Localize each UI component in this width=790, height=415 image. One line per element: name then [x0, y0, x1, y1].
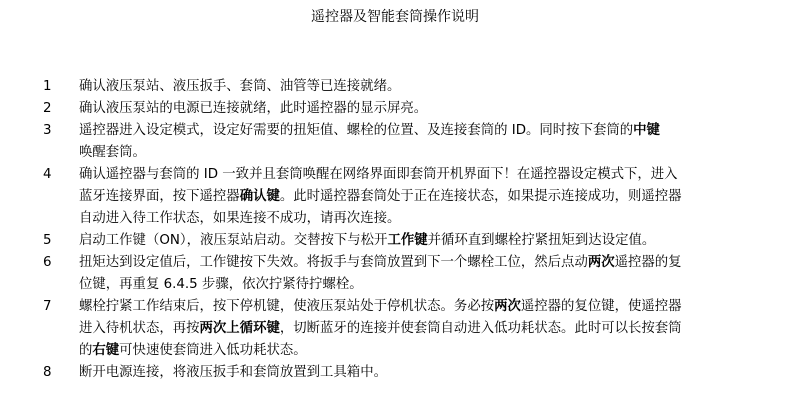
- step-text-segment: 确认液压泵站的电源已连接就绪，此时遥控器的显示屏亮。: [79, 101, 428, 116]
- step-text: [79, 296, 779, 362]
- step-number: 2: [43, 101, 52, 116]
- step-text-segment: 可快速使套筒进入低功耗状态。: [119, 343, 307, 358]
- step-item: [0, 362, 790, 384]
- step-text-segment: 确认遥控器与套筒的 ID 一致并且套筒唤醒在网络界面即套筒开机界面下！在遥控器设定模式下，进入 蓝牙连接界面，按下遥控器: [79, 167, 678, 204]
- step-number: 4: [43, 167, 52, 182]
- step-text-bold: 中键: [633, 123, 660, 138]
- step-text-segment: 唤醒套筒。: [79, 145, 146, 160]
- step-text-segment: 螺栓拧紧工作结束后，按下停机键，使液压泵站处于停机状态。务必按: [79, 299, 495, 314]
- step-text-bold: 工作键: [387, 233, 428, 248]
- step-item: [0, 76, 790, 98]
- step-text-segment: 。此时遥控器套筒处于正在连接状态，如果提示连接成功，则遥控器 自动进入待工作状态，如果连接不成功，请再次连接。: [79, 189, 682, 226]
- step-item: [0, 296, 790, 362]
- step-text-segment: 并循环直到螺栓拧紧扭矩到达设定值。: [427, 233, 656, 248]
- step-item: [0, 230, 790, 252]
- step-number: 6: [43, 255, 52, 270]
- step-text-segment: 扭矩达到设定值后，工作键按下失效。将扳手与套筒放置到下一个螺栓工位，然后点动: [79, 255, 588, 270]
- step-text-bold: 右键: [92, 343, 120, 358]
- step-number: 5: [43, 233, 52, 248]
- step-text: [79, 252, 779, 296]
- step-text-segment: 遥控器的复位键，使遥控器 进入待机状态，再按: [79, 299, 682, 336]
- step-text-bold: 两次: [494, 299, 521, 314]
- step-text-segment: 断开电源连接，将液压扳手和套筒放置到工具箱中。: [79, 365, 387, 380]
- step-item: [0, 164, 790, 230]
- step-text: [79, 76, 779, 98]
- step-text-bold: 确认键: [239, 189, 280, 204]
- step-text: [79, 120, 779, 164]
- step-text: [79, 362, 779, 384]
- step-text-segment: ，切断蓝牙的连接并使套筒自动进入低功耗状态。此时可以长按套筒 的: [79, 321, 682, 358]
- step-text-bold: 两次: [587, 255, 615, 270]
- step-text-segment: 启动工作键（ON），液压泵站启动。交替按下与松开: [79, 233, 388, 248]
- step-item: [0, 252, 790, 296]
- step-number: 7: [43, 299, 52, 314]
- step-text: [79, 230, 779, 252]
- step-number: 1: [43, 79, 52, 94]
- step-text-segment: 遥控器的复 位键，再重复 6.4.5 步骤，依次拧紧待拧螺栓。: [79, 255, 682, 292]
- step-item: [0, 120, 790, 164]
- steps-list: [0, 76, 790, 384]
- step-item: [0, 98, 790, 120]
- step-text: [79, 98, 779, 120]
- step-number: 8: [43, 365, 52, 380]
- step-number: 3: [43, 123, 52, 138]
- step-text-bold: 两次上循环键: [199, 321, 280, 336]
- document-title: 遥控器及智能套筒操作说明: [311, 9, 479, 25]
- step-text-segment: 确认液压泵站、液压扳手、套筒、油管等已连接就绪。: [79, 79, 401, 94]
- step-text-segment: 遥控器进入设定模式，设定好需要的扭矩值、螺栓的位置、及连接套筒的 ID。同时按下套筒的: [79, 123, 634, 138]
- step-text: [79, 164, 779, 230]
